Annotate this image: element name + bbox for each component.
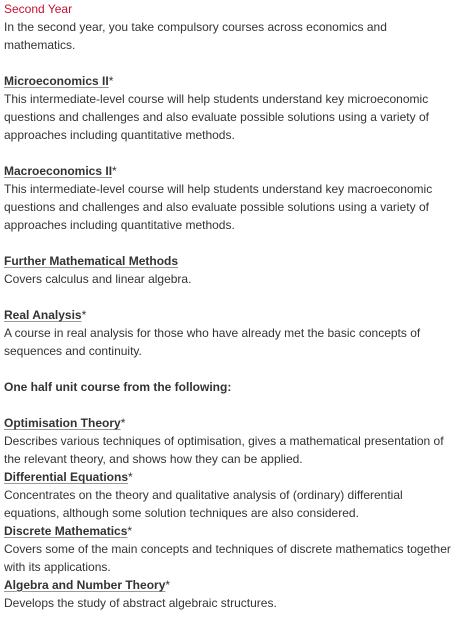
course-optimisation-theory bbox=[4, 414, 455, 468]
options-heading: One half unit course from the following: bbox=[4, 380, 232, 394]
course-description: Describes various techniques of optimisation, gives a mathematical presentation of the relevant theory, and shows how they can be applied. bbox=[4, 434, 444, 466]
course-link-microeconomics-ii[interactable]: Microeconomics II bbox=[4, 74, 109, 88]
course-description: This intermediate-level course will help students understand key macroeconomic questions and challenges and also evaluate possible solutions using a variety of approaches including quantitative methods. bbox=[4, 182, 433, 232]
course-marker: * bbox=[108, 74, 114, 88]
course-link-further-mathematical-methods[interactable]: Further Mathematical Methods bbox=[4, 254, 179, 268]
course-marker: * bbox=[112, 164, 117, 178]
course-further-mathematical-methods bbox=[4, 252, 455, 288]
course-link-optimisation-theory[interactable]: Optimisation Theory bbox=[4, 416, 121, 430]
course-real-analysis bbox=[4, 306, 455, 360]
course-marker: * bbox=[120, 416, 126, 430]
course-description: A course in real analysis for those who have already met the basic concepts of sequences and continuity. bbox=[4, 326, 421, 358]
course-microeconomics-ii bbox=[4, 72, 455, 144]
course-marker: * bbox=[128, 470, 133, 484]
course-link-differential-equations[interactable]: Differential Equations bbox=[4, 470, 129, 484]
course-marker: * bbox=[81, 308, 87, 322]
course-link-macroeconomics-ii[interactable]: Macroeconomics II bbox=[4, 164, 113, 178]
course-marker: * bbox=[127, 524, 133, 538]
section-title: Second Year bbox=[4, 2, 73, 16]
course-description: Concentrates on the theory and qualitative analysis of (ordinary) differential equations, although some solution techniques are also considered. bbox=[4, 488, 403, 520]
course-description: Covers some of the main concepts and techniques of discrete mathematics together with its applications. bbox=[4, 542, 451, 574]
course-description: Develops the study of abstract algebraic structures. bbox=[4, 596, 277, 610]
course-link-real-analysis[interactable]: Real Analysis bbox=[4, 308, 82, 322]
course-link-discrete-mathematics[interactable]: Discrete Mathematics bbox=[4, 524, 128, 538]
course-discrete-mathematics bbox=[4, 522, 455, 576]
course-description: Covers calculus and linear algebra. bbox=[4, 272, 192, 286]
section-intro: In the second year, you take compulsory courses across economics and mathematics. bbox=[4, 20, 387, 52]
course-description: This intermediate-level course will help students understand key microeconomic questions and challenges and also evaluate possible solutions using a variety of approaches including quantitative methods. bbox=[4, 92, 429, 142]
course-macroeconomics-ii bbox=[4, 162, 455, 234]
course-differential-equations bbox=[4, 468, 455, 522]
course-marker: * bbox=[165, 578, 171, 592]
course-link-algebra-and-number-theory[interactable]: Algebra and Number Theory bbox=[4, 578, 166, 592]
course-algebra-and-number-theory bbox=[4, 576, 455, 612]
